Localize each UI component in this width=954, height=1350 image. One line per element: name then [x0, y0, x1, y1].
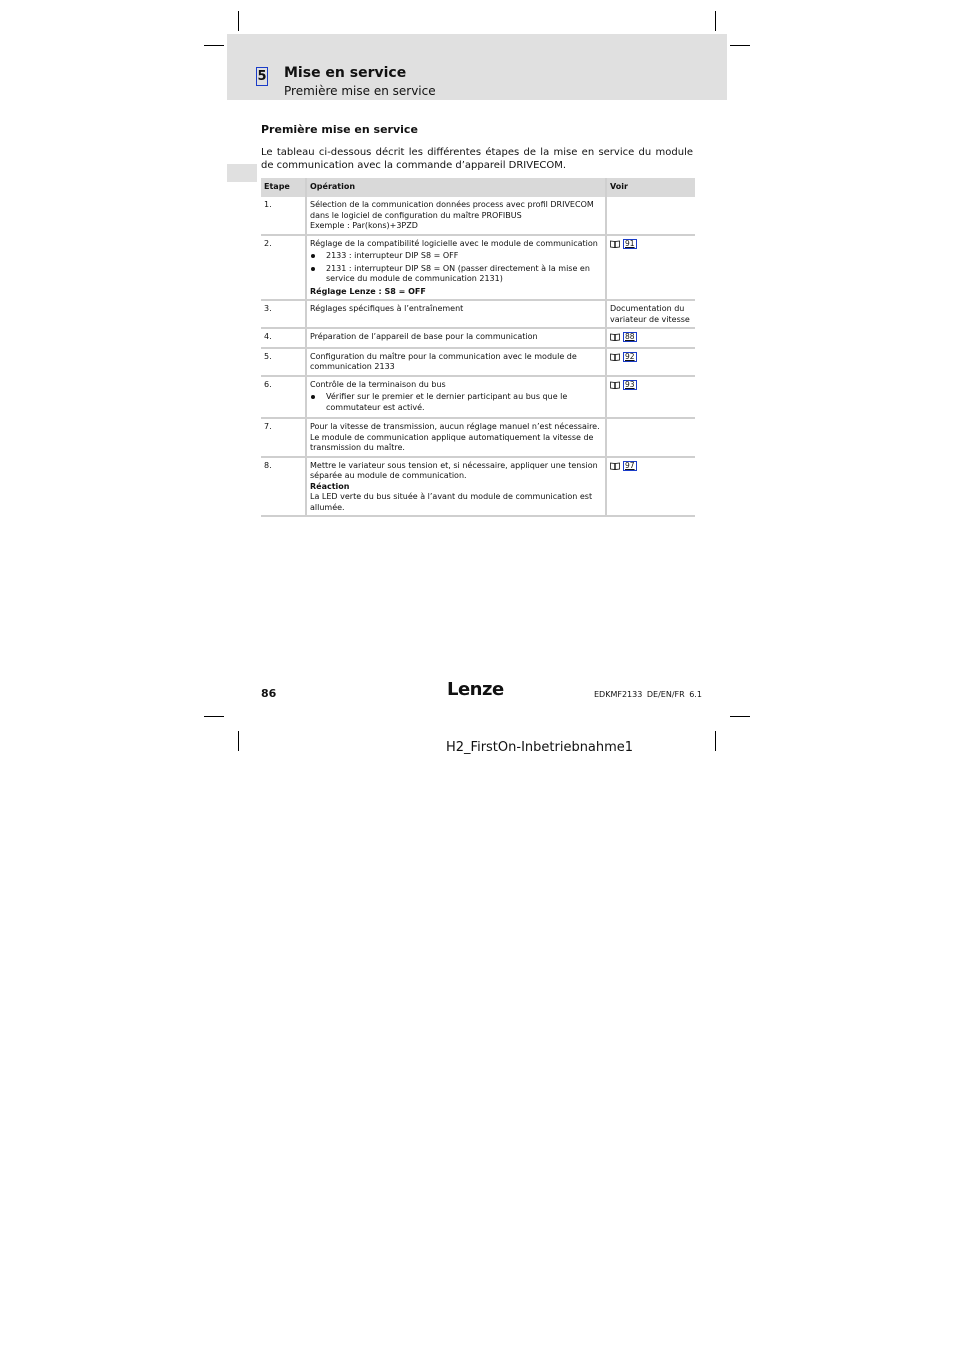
see-cell	[607, 458, 695, 518]
page-link[interactable]: 97	[625, 460, 635, 470]
step-number: 1.	[261, 197, 307, 236]
step-number: 4.	[261, 329, 307, 349]
see-cell	[607, 301, 695, 329]
crop-mark	[204, 45, 224, 46]
bullet-item: 2133 : interrupteur DIP S8 = OFF	[310, 251, 602, 262]
column-header-operation: Opération	[307, 178, 607, 197]
operation-text: Contrôle de la terminaison du bus	[310, 379, 446, 389]
step-number: 2.	[261, 236, 307, 302]
book-icon	[610, 462, 620, 470]
operation-text: Pour la vitesse de transmission, aucun réglage manuel n’est nécessaire. Le module de communication applique automatiquement la vitesse de transmission du maître.	[310, 422, 600, 452]
table-row	[261, 377, 695, 420]
operation-cell	[307, 349, 607, 377]
chapter-subtitle: Première mise en service	[284, 84, 436, 98]
crop-mark	[204, 716, 224, 717]
steps-table	[261, 178, 695, 517]
step-number: 8.	[261, 458, 307, 518]
page-reference[interactable]	[610, 332, 637, 342]
page-link[interactable]: 92	[625, 351, 635, 361]
book-icon	[610, 240, 620, 248]
book-icon	[610, 333, 620, 341]
table-row	[261, 197, 695, 236]
bullet-list	[310, 392, 602, 413]
operation-text: Réglages spécifiques à l’entraînement	[310, 304, 464, 313]
document-reference: EDKMF2133 DE/EN/FR 6.1	[594, 690, 702, 699]
crop-mark	[715, 731, 716, 751]
crop-mark	[238, 731, 239, 751]
table-row	[261, 236, 695, 302]
operation-text: Configuration du maître pour la communication avec le module de communication 2133	[310, 351, 577, 371]
bullet-item: Vérifier sur le premier et le dernier participant au bus que le commutateur est activé.	[310, 392, 602, 413]
page-number: 86	[261, 687, 277, 700]
page-reference[interactable]	[610, 380, 637, 390]
see-cell	[607, 377, 695, 420]
page-reference[interactable]	[610, 239, 637, 249]
page-link[interactable]: 88	[625, 332, 635, 341]
page-reference[interactable]	[610, 461, 637, 471]
column-header-step: Etape	[261, 178, 307, 197]
table-row	[261, 301, 695, 329]
crop-mark	[238, 11, 239, 31]
bold-note: Réaction	[310, 481, 350, 491]
step-number: 6.	[261, 377, 307, 420]
page-link[interactable]: 91	[625, 238, 635, 248]
operation-cell	[307, 236, 607, 302]
bullet-list	[310, 251, 602, 285]
intro-paragraph: Le tableau ci-dessous décrit les différentes étapes de la mise en service du module de communication avec la commande d’appareil DRIVECOM.	[261, 147, 693, 171]
operation-cell	[307, 419, 607, 458]
operation-text: Mettre le variateur sous tension et, si nécessaire, appliquer une tension séparée au module de communication.	[310, 460, 598, 480]
see-cell	[607, 236, 695, 302]
see-cell	[607, 349, 695, 377]
chapter-title: Mise en service	[284, 65, 407, 81]
operation-text: Exemple : Par(kons)+3PZD	[310, 221, 418, 230]
see-cell	[607, 419, 695, 458]
table-header-row	[261, 178, 695, 197]
crop-mark	[730, 716, 750, 717]
operation-cell	[307, 377, 607, 420]
operation-cell	[307, 301, 607, 329]
table-row	[261, 329, 695, 349]
lenze-logo: Lenze	[447, 679, 504, 700]
step-number: 3.	[261, 301, 307, 329]
source-file-name: H2_FirstOn-Inbetriebnahme1	[446, 740, 634, 755]
bullet-item: 2131 : interrupteur DIP S8 = ON (passer directement à la mise en service du module de communication 2131)	[310, 264, 602, 285]
column-header-see: Voir	[607, 178, 695, 197]
operation-text: Sélection de la communication données process avec profil DRIVECOM dans le logiciel de configuration du maître PROFIBUS	[310, 200, 594, 220]
bold-note: Réglage Lenze : S8 = OFF	[310, 286, 426, 296]
see-cell	[607, 329, 695, 349]
operation-text: Réglage de la compatibilité logicielle avec le module de communication	[310, 238, 598, 248]
chapter-number-link[interactable]: 5	[257, 69, 267, 84]
reaction-text: La LED verte du bus située à l’avant du module de communication est allumée.	[310, 492, 593, 512]
book-icon	[610, 353, 620, 361]
table-row	[261, 419, 695, 458]
step-number: 7.	[261, 419, 307, 458]
operation-text: Préparation de l’appareil de base pour la communication	[310, 332, 538, 341]
operation-cell	[307, 329, 607, 349]
operation-cell	[307, 197, 607, 236]
crop-mark	[730, 45, 750, 46]
crop-mark	[715, 11, 716, 31]
step-number: 5.	[261, 349, 307, 377]
see-cell	[607, 197, 695, 236]
operation-cell	[307, 458, 607, 518]
page-reference[interactable]	[610, 352, 637, 362]
table-row	[261, 458, 695, 518]
side-tab-marker	[227, 164, 257, 182]
see-text: Documentation du variateur de vitesse	[610, 304, 690, 324]
table-row	[261, 349, 695, 377]
page-link[interactable]: 93	[625, 379, 635, 389]
book-icon	[610, 381, 620, 389]
section-heading: Première mise en service	[261, 123, 418, 136]
